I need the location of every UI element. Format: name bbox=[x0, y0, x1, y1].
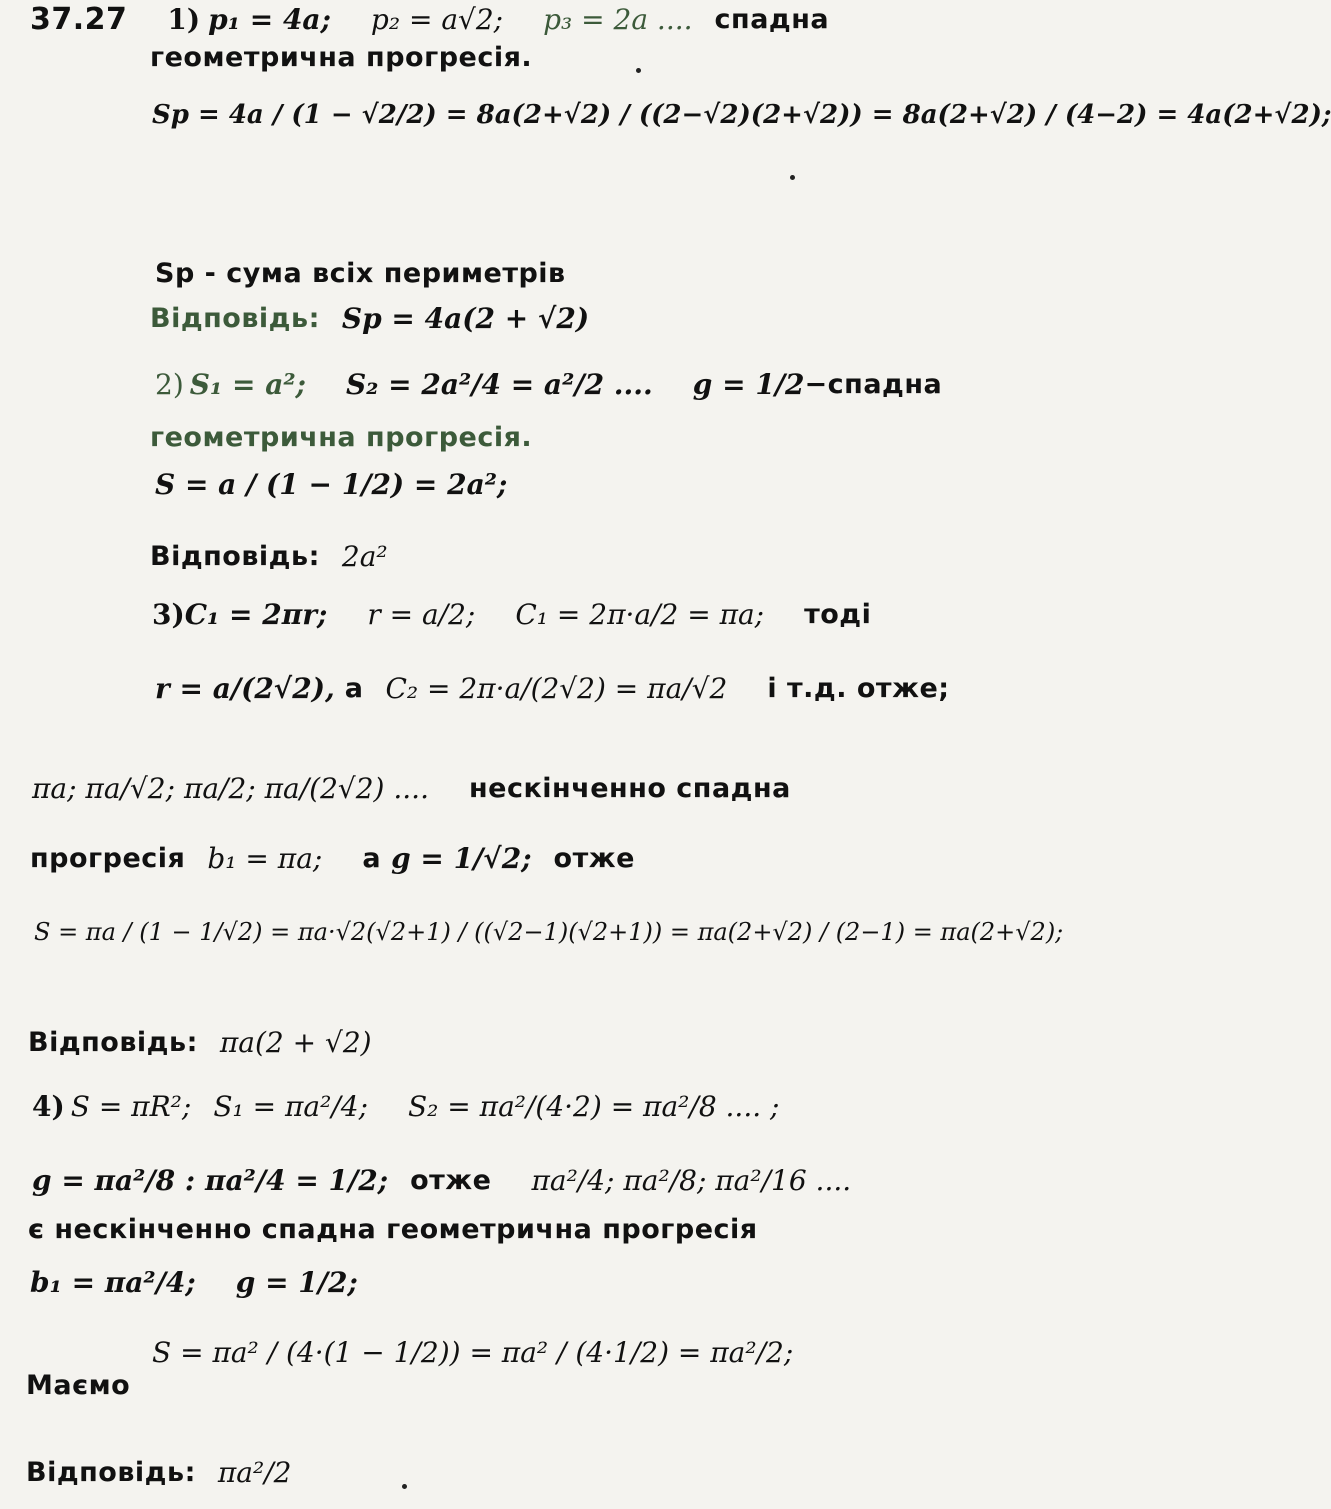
part4-seq: πa²/4; πa²/8; πa²/16 .... bbox=[531, 1164, 852, 1197]
part1-label: 1) bbox=[167, 3, 201, 36]
scan-speck bbox=[402, 1484, 407, 1489]
part2-answer-label: Відповідь: bbox=[150, 541, 320, 572]
part4-q2: g = 1/2; bbox=[235, 1266, 358, 1299]
part3-seq: πa; πa/√2; πa/2; πa/(2√2) .... bbox=[32, 772, 429, 805]
part1-sum-text: Sp = 4a / (1 − √2/2) = 8a(2+√2) / ((2−√2)(2+√2)) = 8a(2+√2) / (4−2) = 4a(2+√2); bbox=[152, 100, 1331, 130]
part1-note-line bbox=[155, 258, 566, 289]
part1-desc-a: спадна bbox=[714, 4, 830, 35]
part1-p3: p₃ = 2a .... bbox=[543, 3, 693, 36]
part3-line2 bbox=[155, 672, 950, 705]
problem-number: 37.27 bbox=[30, 2, 128, 37]
part4-have: Маємо bbox=[26, 1370, 131, 1401]
part4-label: 4) bbox=[32, 1090, 65, 1123]
part4-line3 bbox=[30, 1266, 358, 1299]
part4-answer-line bbox=[26, 1456, 291, 1489]
part3-r2: r = a/(2√2), bbox=[155, 672, 335, 705]
scan-speck bbox=[636, 68, 641, 73]
part4-hence: отже bbox=[410, 1165, 492, 1196]
part3-a-word: а bbox=[344, 673, 364, 704]
part3-answer-label: Відповідь: bbox=[28, 1027, 198, 1058]
part3-prog: прогресія bbox=[30, 843, 186, 874]
part3-q: g = 1/√2; bbox=[391, 842, 532, 875]
part2-desc-b: геометрична прогресія. bbox=[150, 422, 533, 453]
part4-s: S = πR²; bbox=[70, 1090, 192, 1123]
part3-b1: b₁ = πa; bbox=[207, 842, 323, 875]
part4-line1 bbox=[32, 1090, 779, 1123]
part3-sum-formula bbox=[34, 918, 1063, 946]
part3-answer: πa(2 + √2) bbox=[219, 1026, 372, 1059]
part3-sum-text: S = πa / (1 − 1/√2) = πa·√2(√2+1) / ((√2−1)(√2+1)) = πa(2+√2) / (2−1) = πa(2+√2); bbox=[34, 918, 1064, 946]
part1-sum-formula bbox=[152, 100, 1331, 130]
part2-s2: S₂ = 2a²/4 = a²/2 .... bbox=[345, 368, 653, 401]
part3-etc: і т.д. отже; bbox=[767, 673, 950, 704]
part3-answer-line bbox=[28, 1026, 372, 1059]
part3-then: тоді bbox=[804, 599, 872, 630]
part1-desc-b: геометрична прогресія. bbox=[150, 42, 533, 73]
part2-answer: 2a² bbox=[341, 540, 388, 573]
part1-answer-line bbox=[150, 302, 589, 335]
part2-sum-text: S = a / (1 − 1/2) = 2a²; bbox=[155, 468, 508, 501]
part1-desc-line bbox=[150, 42, 532, 73]
part4-line2 bbox=[32, 1164, 851, 1197]
part4-q: g = πa²/8 : πa²/4 = 1/2; bbox=[32, 1164, 389, 1197]
part3-label: 3) bbox=[152, 598, 185, 631]
part4-sum-formula bbox=[152, 1336, 793, 1369]
part4-sum-text: S = πa² / (4·(1 − 1/2)) = πa² / (4·1/2) = πa²/2; bbox=[152, 1336, 794, 1369]
part2-q: g = 1/2 bbox=[692, 368, 805, 401]
part2-sum-formula bbox=[155, 468, 507, 501]
scan-speck bbox=[790, 175, 795, 180]
part3-seq-desc: нескінченно спадна bbox=[468, 773, 791, 804]
part3-c1v: C₁ = 2π·a/2 = πa; bbox=[515, 598, 765, 631]
part2-answer-line bbox=[150, 540, 388, 573]
part4-answer-label: Відповідь: bbox=[26, 1457, 196, 1488]
part3-prog-line bbox=[30, 842, 635, 875]
part4-desc-line bbox=[28, 1214, 758, 1245]
part4-answer: πa²/2 bbox=[217, 1456, 292, 1489]
part1-p1: p₁ = 4a; bbox=[208, 3, 331, 36]
part3-a-word2: а bbox=[362, 843, 382, 874]
part3-r1: r = a/2; bbox=[367, 598, 476, 631]
part1-note: Sp - сума всіх периметрів bbox=[155, 258, 566, 289]
part3-c1: C₁ = 2πr; bbox=[184, 598, 328, 631]
part2-s1: S₁ = a²; bbox=[189, 368, 306, 401]
part4-s1: S₁ = πa²/4; bbox=[213, 1090, 368, 1123]
part4-have-line bbox=[26, 1370, 130, 1401]
part3-hence: отже bbox=[553, 843, 635, 874]
part1-answer: Sp = 4a(2 + √2) bbox=[341, 302, 590, 335]
part4-desc: є нескінченно спадна геометрична прогресія bbox=[28, 1214, 758, 1245]
part3-c2: C₂ = 2π·a/(2√2) = πa/√2 bbox=[385, 672, 728, 705]
problem-header bbox=[30, 2, 829, 37]
part4-b1: b₁ = πa²/4; bbox=[30, 1266, 196, 1299]
part2-desc-a: −спадна bbox=[804, 369, 943, 400]
part1-p2: p₂ = a√2; bbox=[370, 3, 504, 36]
part2-line bbox=[155, 368, 942, 401]
part1-answer-label: Відповідь: bbox=[150, 303, 320, 334]
part3-seq-line bbox=[32, 772, 791, 805]
part4-s2: S₂ = πa²/(4·2) = πa²/8 .... ; bbox=[408, 1090, 780, 1123]
part3-line1 bbox=[152, 598, 871, 631]
part2-label: 2) bbox=[155, 368, 184, 401]
part2-desc-line bbox=[150, 422, 532, 453]
